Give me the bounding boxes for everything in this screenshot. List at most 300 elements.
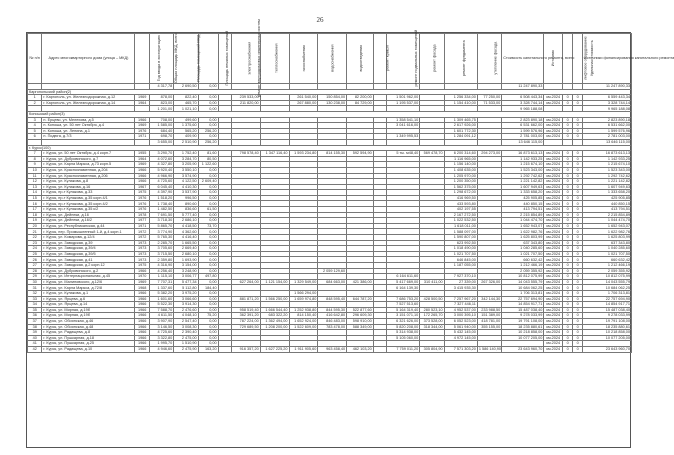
cell-a1: 3 322,80 bbox=[149, 335, 173, 341]
cell-a2: 1 752,40 bbox=[174, 151, 198, 157]
cell-addr: г. Курск, ул. Краснознаменная, д.204 bbox=[42, 167, 135, 173]
cell-c2: 916 357,20 bbox=[231, 346, 260, 352]
cell-a3: 0,00 bbox=[198, 195, 218, 201]
cell-c11: 77 250,00 bbox=[477, 95, 501, 101]
cell-u2: 0 bbox=[573, 263, 583, 269]
cell-src: км.2024 bbox=[544, 173, 563, 179]
cell-a1: 3 705,60 bbox=[149, 246, 173, 252]
cell-c10: 2 167 272,50 bbox=[444, 212, 477, 218]
cell-a3: 73,70 bbox=[198, 223, 218, 229]
cell-no: 1 bbox=[28, 95, 42, 101]
cell-c6: 462 103,20 bbox=[347, 346, 374, 352]
cell-total: 9 278 033,99 bbox=[502, 313, 544, 319]
cell-u2: 0 bbox=[573, 123, 583, 129]
cell-grand: 1 021 707,50 bbox=[583, 251, 632, 257]
cell-addr: г. Курск, ул. Пушкарная, д.25 bbox=[42, 341, 135, 347]
cell-a2: 890,60 bbox=[174, 201, 198, 207]
cell-c9: 305 804,90 bbox=[420, 346, 444, 352]
cell-addr: г. Курск, ул. Дейнеки, д.16/2 bbox=[42, 218, 135, 224]
cell-no: 4 bbox=[28, 123, 42, 129]
cell-u2: 0 bbox=[573, 212, 583, 218]
cell-a1: 6 045,40 bbox=[149, 184, 173, 190]
cell-addr: п. Подюга, д.7/3 bbox=[42, 134, 135, 140]
cell-total: 22 757 694,90 bbox=[502, 296, 544, 302]
cell-c4: 1 252 938,80 bbox=[289, 307, 318, 313]
cell-c5: 783 478,00 bbox=[318, 324, 347, 330]
cell-addr: п. Коношa, ул. 50 лет Октября, д.4 bbox=[42, 123, 135, 129]
cell-c2: 362 391,20 bbox=[231, 313, 260, 319]
cell-c8: 5 ты. м48,40 bbox=[387, 151, 420, 157]
cell-u2: 0 bbox=[573, 290, 583, 296]
cell-u2: 0 bbox=[573, 335, 583, 341]
cell-a2: 2 390,40 bbox=[174, 330, 198, 336]
cell-no: 21 bbox=[28, 229, 42, 235]
cell-a1: 878,00 bbox=[149, 95, 173, 101]
cell-a3: 80,50 bbox=[198, 156, 218, 162]
cell-c6: 82 200,00 bbox=[347, 95, 374, 101]
cell-year: 1977 bbox=[135, 218, 149, 224]
cell-c10: 1 562 375,00 bbox=[444, 184, 477, 190]
cell-a3: 0,00 bbox=[198, 84, 218, 90]
cell-c10: 1 601 772,30 bbox=[444, 128, 477, 134]
cell-no: 14 bbox=[28, 190, 42, 196]
cell-c10: 1 590 807,00 bbox=[444, 235, 477, 241]
cell-year: 1964 bbox=[135, 100, 149, 106]
header-work-10: утепление фасада bbox=[493, 41, 498, 76]
cell-total: 10 684 062,25 bbox=[502, 285, 544, 291]
cell-grand: 1 044 474,70 bbox=[583, 218, 632, 224]
cell-grand: 413 794,51 bbox=[583, 207, 632, 213]
cell-c4: 1 659 974,80 bbox=[289, 296, 318, 302]
cell-a2: 2 476,60 bbox=[174, 307, 198, 313]
cell-total: 1 625 803,99 bbox=[502, 235, 544, 241]
cell-a1: 1 518,20 bbox=[149, 195, 173, 201]
cell-src: км.2024 bbox=[544, 263, 563, 269]
cell-a3: 256,20 bbox=[198, 128, 218, 134]
cell-src: км.2024 bbox=[544, 151, 563, 157]
cell-addr: г. Курск, ул. Заводская, д.41 bbox=[42, 257, 135, 263]
cell-a1: 5 382,20 bbox=[149, 290, 173, 296]
cell-year: 1966 bbox=[135, 268, 149, 274]
cell-c11: 1 586 140,90 bbox=[478, 347, 502, 352]
cell-u1: 0 bbox=[563, 318, 573, 324]
cell-c10: 5 061 940,00 bbox=[444, 324, 477, 330]
cell-no: 34 bbox=[28, 302, 42, 308]
cell-total: 10 812 075,99 bbox=[502, 274, 544, 280]
cell-a2: 3 066,60 bbox=[174, 296, 198, 302]
cell-grand: 22 757 694,90 bbox=[583, 296, 632, 302]
cell-c3: 1 362 494,00 bbox=[260, 318, 289, 324]
cell-total: 1 142 933,25 bbox=[502, 156, 544, 162]
cell-a2: 4 048,10 bbox=[174, 313, 198, 319]
cell-total: 440 850,15 bbox=[502, 201, 544, 207]
cell-c5: 814 155,30 bbox=[318, 151, 347, 157]
cell-addr: г. Курск, ул. Дубровинского, д.7 bbox=[42, 156, 135, 162]
cell-a1: 4 725,60 bbox=[149, 330, 173, 336]
cell-a1: 7 588,70 bbox=[149, 307, 173, 313]
cell-a1: 7 707,31 bbox=[149, 279, 173, 285]
cell-total: 6 508 443,34 bbox=[502, 95, 544, 101]
cell-c11: 267 326,00 bbox=[477, 279, 501, 285]
cell-grand: 16 873 613,13 bbox=[583, 151, 632, 157]
cell-u1: 0 bbox=[563, 324, 573, 330]
cell-a1: 5 920,40 bbox=[149, 167, 173, 173]
cell-addr: г. Курск, пр-т Кулакова, д.35 корп.4/1 bbox=[42, 195, 135, 201]
cell-a3: 0,00 bbox=[198, 302, 218, 308]
cell-a1: 823,00 bbox=[149, 100, 173, 106]
cell-total: 9 965 188,08 bbox=[502, 106, 544, 112]
cell-c5: 963 458,40 bbox=[318, 346, 347, 352]
cell-u2: 0 bbox=[573, 134, 583, 140]
cell-year: 1966 bbox=[135, 296, 149, 302]
page-number: 26 bbox=[316, 16, 324, 24]
cell-c10: 646 845,00 bbox=[444, 257, 477, 263]
cell-u2: 0 bbox=[573, 279, 583, 285]
cell-c5: 684 663,00 bbox=[318, 279, 347, 285]
cell-year: 1976 bbox=[135, 195, 149, 201]
header-work-9: ремонт фундамента bbox=[461, 40, 466, 77]
cell-u2: 0 bbox=[573, 318, 583, 324]
cell-addr: г. Курск, ул. Мирная, д.19б bbox=[42, 307, 135, 313]
cell-grand: 19 791 108,00 bbox=[583, 318, 632, 324]
cell-no: 25 bbox=[28, 251, 42, 257]
cell-year: 1973 bbox=[135, 246, 149, 252]
cell-src: км.2024 bbox=[544, 268, 563, 274]
header-work-0: ремонт внутридомовых инженерных систем bbox=[256, 19, 261, 98]
cell-u1: 0 bbox=[563, 285, 573, 291]
cell-no: 31 bbox=[28, 285, 42, 291]
cell-c6: 296 609,30 bbox=[347, 313, 374, 319]
cell-a1: 3 146,50 bbox=[149, 324, 173, 330]
cell-u1: 0 bbox=[563, 268, 573, 274]
cell-no: 20 bbox=[28, 223, 42, 229]
cell-a1: 1 601,60 bbox=[149, 296, 173, 302]
cell-total: 10 077 205,00 bbox=[502, 335, 544, 341]
cell-total: 1 292 742,62 bbox=[502, 173, 544, 179]
cell-a2: 1 021,10 bbox=[174, 106, 198, 112]
cell-year: 1976 bbox=[135, 207, 149, 213]
cell-c5: 848 595,40 bbox=[318, 296, 347, 302]
cell-grand: 2 823 890,18 bbox=[583, 117, 632, 123]
cell-src: км.2024 bbox=[544, 240, 563, 246]
cell-c10: 5 432 145,00 bbox=[444, 330, 477, 336]
cell-c8: 6 164 139,30 bbox=[387, 285, 420, 291]
cell-a3: 497,80 bbox=[198, 274, 218, 280]
cell-year: 1967 bbox=[135, 184, 149, 190]
cell-u2: 0 bbox=[573, 151, 583, 157]
cell-no: 30 bbox=[28, 279, 42, 285]
cell-u1: 0 bbox=[563, 274, 573, 280]
cell-addr: г. Курск, ул. Ярцева, д.6 bbox=[42, 296, 135, 302]
cell-year: 1976 bbox=[135, 201, 149, 207]
cell-grand: 1 622 982,76 bbox=[583, 229, 632, 235]
cell-addr: г. Курск, ул. Обоянская, д.48 bbox=[42, 324, 135, 330]
cell-a1: 4 966,90 bbox=[149, 173, 173, 179]
cell-no: 42 bbox=[28, 346, 42, 352]
cell-total: 1 622 982,76 bbox=[502, 229, 544, 235]
cell-src: км.2024 bbox=[544, 290, 563, 296]
cell-no: 26 bbox=[28, 257, 42, 263]
cell-src: км.2024 bbox=[544, 201, 563, 207]
cell-src: км.2024 bbox=[544, 184, 563, 190]
cell-addr: г. Курск, ул. Кулакова, д.1 bbox=[42, 290, 135, 296]
cell-a1: 5 522,30 bbox=[149, 302, 173, 308]
cell-a2: 3 574,90 bbox=[174, 173, 198, 179]
cell-c6: 421 386,00 bbox=[347, 279, 374, 285]
cell-u2: 0 bbox=[573, 246, 583, 252]
cell-c8: 5 314 938,00 bbox=[387, 330, 420, 336]
cell-total: 1 040 285,60 bbox=[502, 246, 544, 252]
cell-u2: 0 bbox=[573, 296, 583, 302]
cell-a2: 4 122,50 bbox=[174, 179, 198, 185]
cell-src: км.2024 bbox=[544, 274, 563, 280]
cell-u1: 0 bbox=[563, 100, 573, 106]
cell-a2: 409,90 bbox=[174, 134, 198, 140]
cell-no: 22 bbox=[28, 235, 42, 241]
cell-addr: г. Курск, ул. Заводская, д.39/5 bbox=[42, 251, 135, 257]
register-table-sheet bbox=[26, 19, 674, 448]
cell-c10: 623 992,50 bbox=[444, 240, 477, 246]
cell-no: 17 bbox=[28, 207, 42, 213]
cell-no: 9 bbox=[28, 162, 42, 168]
cell-c2: 211 820,00 bbox=[231, 100, 260, 106]
cell-a1: 4 316,90 bbox=[149, 263, 173, 269]
register-table-body bbox=[28, 84, 632, 353]
cell-c10: 1 187 055,00 bbox=[444, 263, 477, 269]
cell-c4: 1 522 609,00 bbox=[289, 324, 318, 330]
cell-c4: 1 566 294,00 bbox=[289, 290, 318, 296]
cell-total: 1 215 674,10 bbox=[502, 162, 544, 168]
cell-c10: 3 415 935,30 bbox=[444, 285, 477, 291]
cell-c3: 1 566 250,00 bbox=[260, 296, 289, 302]
cell-total: 425 905,85 bbox=[502, 195, 544, 201]
cell-total: 2 059 355,92 bbox=[502, 268, 544, 274]
cell-c5: 150 854,00 bbox=[318, 95, 347, 101]
cell-year: 1976 bbox=[135, 128, 149, 134]
cell-a1: 3 290,70 bbox=[149, 151, 173, 157]
cell-u1: 0 bbox=[563, 179, 573, 185]
cell-addr: г. Курск, ул. Карла Маркса, д.72/8 bbox=[42, 285, 135, 291]
cell-a3: 0,00 bbox=[198, 251, 218, 257]
cell-a1: 3 655,00 bbox=[149, 139, 173, 145]
cell-grand: 1 523 343,00 bbox=[583, 167, 632, 173]
cell-no: 27 bbox=[28, 263, 42, 269]
cell-c10: 1 408 635,00 bbox=[444, 167, 477, 173]
cell-c11: 233 988,50 bbox=[477, 307, 501, 313]
cell-u1: 0 bbox=[563, 223, 573, 229]
cell-year: 1969 bbox=[135, 279, 149, 285]
cell-c8: 5 105 060,00 bbox=[387, 335, 420, 341]
cell-src: км.2024 bbox=[544, 324, 563, 330]
cell-u2: 0 bbox=[573, 156, 583, 162]
cell-a3: 0,00 bbox=[198, 95, 218, 101]
cell-c10: 6 200 314,60 bbox=[444, 151, 477, 157]
cell-year: 1966 bbox=[135, 179, 149, 185]
cell-total: 19 791 108,00 bbox=[502, 318, 544, 324]
cell-a3: 0,00 bbox=[198, 318, 218, 324]
cell-u1: 0 bbox=[563, 212, 573, 218]
cell-src: км.2024 bbox=[544, 128, 563, 134]
header-total-cost: Стоимость капитального ремонта, всего bbox=[502, 34, 544, 84]
cell-c8: 7 527 513,60 bbox=[387, 302, 420, 308]
cell-addr: г. Курск, ул. Ярцева, д.14 bbox=[42, 302, 135, 308]
cell-a3: 0,00 bbox=[198, 235, 218, 241]
cell-a1: 1 482,50 bbox=[149, 207, 173, 213]
cell-c8: 7 686 753,20 bbox=[387, 296, 420, 302]
cell-a2: 1 665,50 bbox=[174, 240, 198, 246]
cell-src: км.2024 bbox=[544, 346, 563, 352]
header-work-4: водоснабжения bbox=[330, 44, 335, 73]
cell-c2: 787 224,00 bbox=[231, 318, 260, 324]
cell-a2: 3 008,30 bbox=[174, 324, 198, 330]
cell-total: 14 043 555,79 bbox=[502, 279, 544, 285]
cell-grand: 440 850,15 bbox=[583, 201, 632, 207]
cell-total: 10 218 858,00 bbox=[502, 330, 544, 336]
cell-u2: 0 bbox=[573, 307, 583, 313]
cell-total: 18 235 880,61 bbox=[502, 324, 544, 330]
cell-a3: 0,00 bbox=[198, 307, 218, 313]
cell-a2: 996,50 bbox=[174, 195, 198, 201]
cell-c6: 644 787,20 bbox=[347, 296, 374, 302]
cell-src: км.2024 bbox=[544, 235, 563, 241]
cell-grand: 15 487 038,40 bbox=[583, 307, 632, 313]
cell-a3: 81,60 bbox=[198, 151, 218, 157]
cell-addr: п. Ерцево, ул. Мелехова, д.5 bbox=[42, 117, 135, 123]
cell-total: 16 873 613,13 bbox=[502, 151, 544, 157]
cell-a3: 0,00 bbox=[198, 173, 218, 179]
cell-no: 36 bbox=[28, 313, 42, 319]
cell-u2: 0 bbox=[573, 173, 583, 179]
cell-a2: 5 477,34 bbox=[174, 279, 198, 285]
cell-u2: 0 bbox=[573, 235, 583, 241]
cell-src: км.2024 bbox=[544, 246, 563, 252]
header-work-1: электроснабжения bbox=[247, 41, 252, 75]
cell-u2: 0 bbox=[573, 324, 583, 330]
cell-a2: 2 669,40 bbox=[174, 246, 198, 252]
cell-no: 12 bbox=[28, 179, 42, 185]
cell-c10: 7 327 446,11 bbox=[444, 302, 477, 308]
cell-a2: 3 550,10 bbox=[174, 167, 198, 173]
cell-src: км.2024 bbox=[544, 279, 563, 285]
cell-year: 1966 bbox=[135, 313, 149, 319]
cell-a2: 2 475,00 bbox=[174, 335, 198, 341]
cell-u1: 0 bbox=[563, 279, 573, 285]
header-no: № п/п bbox=[28, 34, 42, 84]
cell-total: 1 021 707,50 bbox=[502, 251, 544, 257]
cell-year: 1966 bbox=[135, 307, 149, 313]
cell-c3: 1 121 154,00 bbox=[260, 279, 289, 285]
cell-c11: 151 389,00 bbox=[477, 313, 501, 319]
cell-src: км.2024 bbox=[544, 307, 563, 313]
cell-u1: 0 bbox=[563, 190, 573, 196]
cell-c7 bbox=[373, 346, 386, 352]
cell-year: 1966 bbox=[135, 335, 149, 341]
cell-u1: 0 bbox=[563, 218, 573, 224]
cell-addr: г. Курск, ул. Заводская, д.39 bbox=[42, 240, 135, 246]
cell-u1: 0 bbox=[563, 123, 573, 129]
cell-no: 41 bbox=[28, 341, 42, 347]
cell-c10: 7 927 370,10 bbox=[444, 274, 477, 280]
cell-a2: 4 418,50 bbox=[174, 223, 198, 229]
cell-u2: 0 bbox=[573, 100, 583, 106]
cell-a1: 1 995,70 bbox=[149, 341, 173, 347]
cell-addr: г. Курск, ул. Кулакова, д.8 bbox=[42, 179, 135, 185]
cell-c8: 1 349 995,53 bbox=[387, 134, 420, 140]
cell-c9: 310 411,00 bbox=[420, 279, 444, 285]
cell-u1: 0 bbox=[563, 307, 573, 313]
cell-c2: 798 578,40 bbox=[231, 151, 260, 157]
cell-a1: 4 317,78 bbox=[149, 84, 173, 90]
cell-c2: 239 533,00 bbox=[231, 95, 260, 101]
cell-a2: 1 693,90 bbox=[174, 257, 198, 263]
cell-src: км.2024 bbox=[544, 162, 563, 168]
cell-u2: 0 bbox=[573, 257, 583, 263]
header-area-total: Общая площадь МКД, всего bbox=[173, 33, 178, 84]
cell-src: км.2024 bbox=[544, 195, 563, 201]
cell-c10: 433 593,80 bbox=[444, 201, 477, 207]
cell-no: 6 bbox=[28, 134, 42, 140]
cell-c3: 1 347 116,40 bbox=[260, 151, 289, 157]
cell-c4: 1 329 549,00 bbox=[289, 279, 318, 285]
cell-grand: 2 059 355,92 bbox=[583, 268, 632, 274]
cell-u2: 0 bbox=[573, 117, 583, 123]
cell-year: 1972 bbox=[135, 229, 149, 235]
cell-src: км.2024 bbox=[544, 229, 563, 235]
cell-no: 28 bbox=[28, 268, 42, 274]
cell-u1: 0 bbox=[563, 330, 573, 336]
cell-year: 1966 bbox=[135, 302, 149, 308]
section-title: г. Курск(100) bbox=[28, 145, 632, 151]
cell-u2: 0 bbox=[573, 313, 583, 319]
cell-src: км.2024 bbox=[544, 318, 563, 324]
cell-no: 39 bbox=[28, 330, 42, 336]
cell-year: 1973 bbox=[135, 251, 149, 257]
cell-u1: 0 bbox=[563, 251, 573, 257]
cell-u1: 0 bbox=[563, 313, 573, 319]
cell-a3: 0,00 bbox=[198, 218, 218, 224]
cell-addr: г. Курск, пр-т Кулакова, д.35 к/2 bbox=[42, 207, 135, 213]
cell-c4: 267 880,00 bbox=[289, 100, 318, 106]
cell-total: 1 523 343,00 bbox=[502, 167, 544, 173]
cell-src: км.2024 bbox=[544, 302, 563, 308]
cell-total: 2 823 890,18 bbox=[502, 117, 544, 123]
cell-u2: 0 bbox=[573, 229, 583, 235]
header-work-6: ремонт крыши bbox=[385, 45, 390, 72]
cell-addr: г. Курск, ул. Краснознаменная, д.206 bbox=[42, 173, 135, 179]
cell-a2: 822,40 bbox=[174, 95, 198, 101]
cell-c4: 1 593 234,80 bbox=[289, 151, 318, 157]
cell-c3: 683 322,20 bbox=[260, 313, 289, 319]
cell-c3: 1 208 200,00 bbox=[260, 324, 289, 330]
cell-year: 1975 bbox=[135, 263, 149, 269]
cell-addr: г. Курск, ул. 50 лет Октября, д.4 корп.7 bbox=[42, 151, 135, 157]
cell-a1: 4 397,90 bbox=[149, 190, 173, 196]
cell-a3: 256,20 bbox=[198, 139, 218, 145]
header-area-nonliving: Площадь нежилых помещений bbox=[224, 31, 229, 86]
cell-total: 1 706 313,81 bbox=[502, 290, 544, 296]
cell-c10: 402 197,55 bbox=[444, 207, 477, 213]
cell-c6: 592 594,90 bbox=[347, 151, 374, 157]
cell-a1: 3 907,90 bbox=[149, 318, 173, 324]
cell-c8: 3 151 071,10 bbox=[387, 313, 420, 319]
cell-a3: 0,00 bbox=[198, 190, 218, 196]
cell-addr: г. Курск, ул. Комарова, д.12/4 bbox=[42, 235, 135, 241]
cell-a1: 1 115,10 bbox=[149, 274, 173, 280]
cell-grand: 637 343,80 bbox=[583, 240, 632, 246]
cell-grand: 13 646 115,00 bbox=[583, 139, 632, 145]
cell-addr: г. Курск, ул. Дубровинского, д.2 bbox=[42, 268, 135, 274]
cell-year: 1971 bbox=[135, 223, 149, 229]
